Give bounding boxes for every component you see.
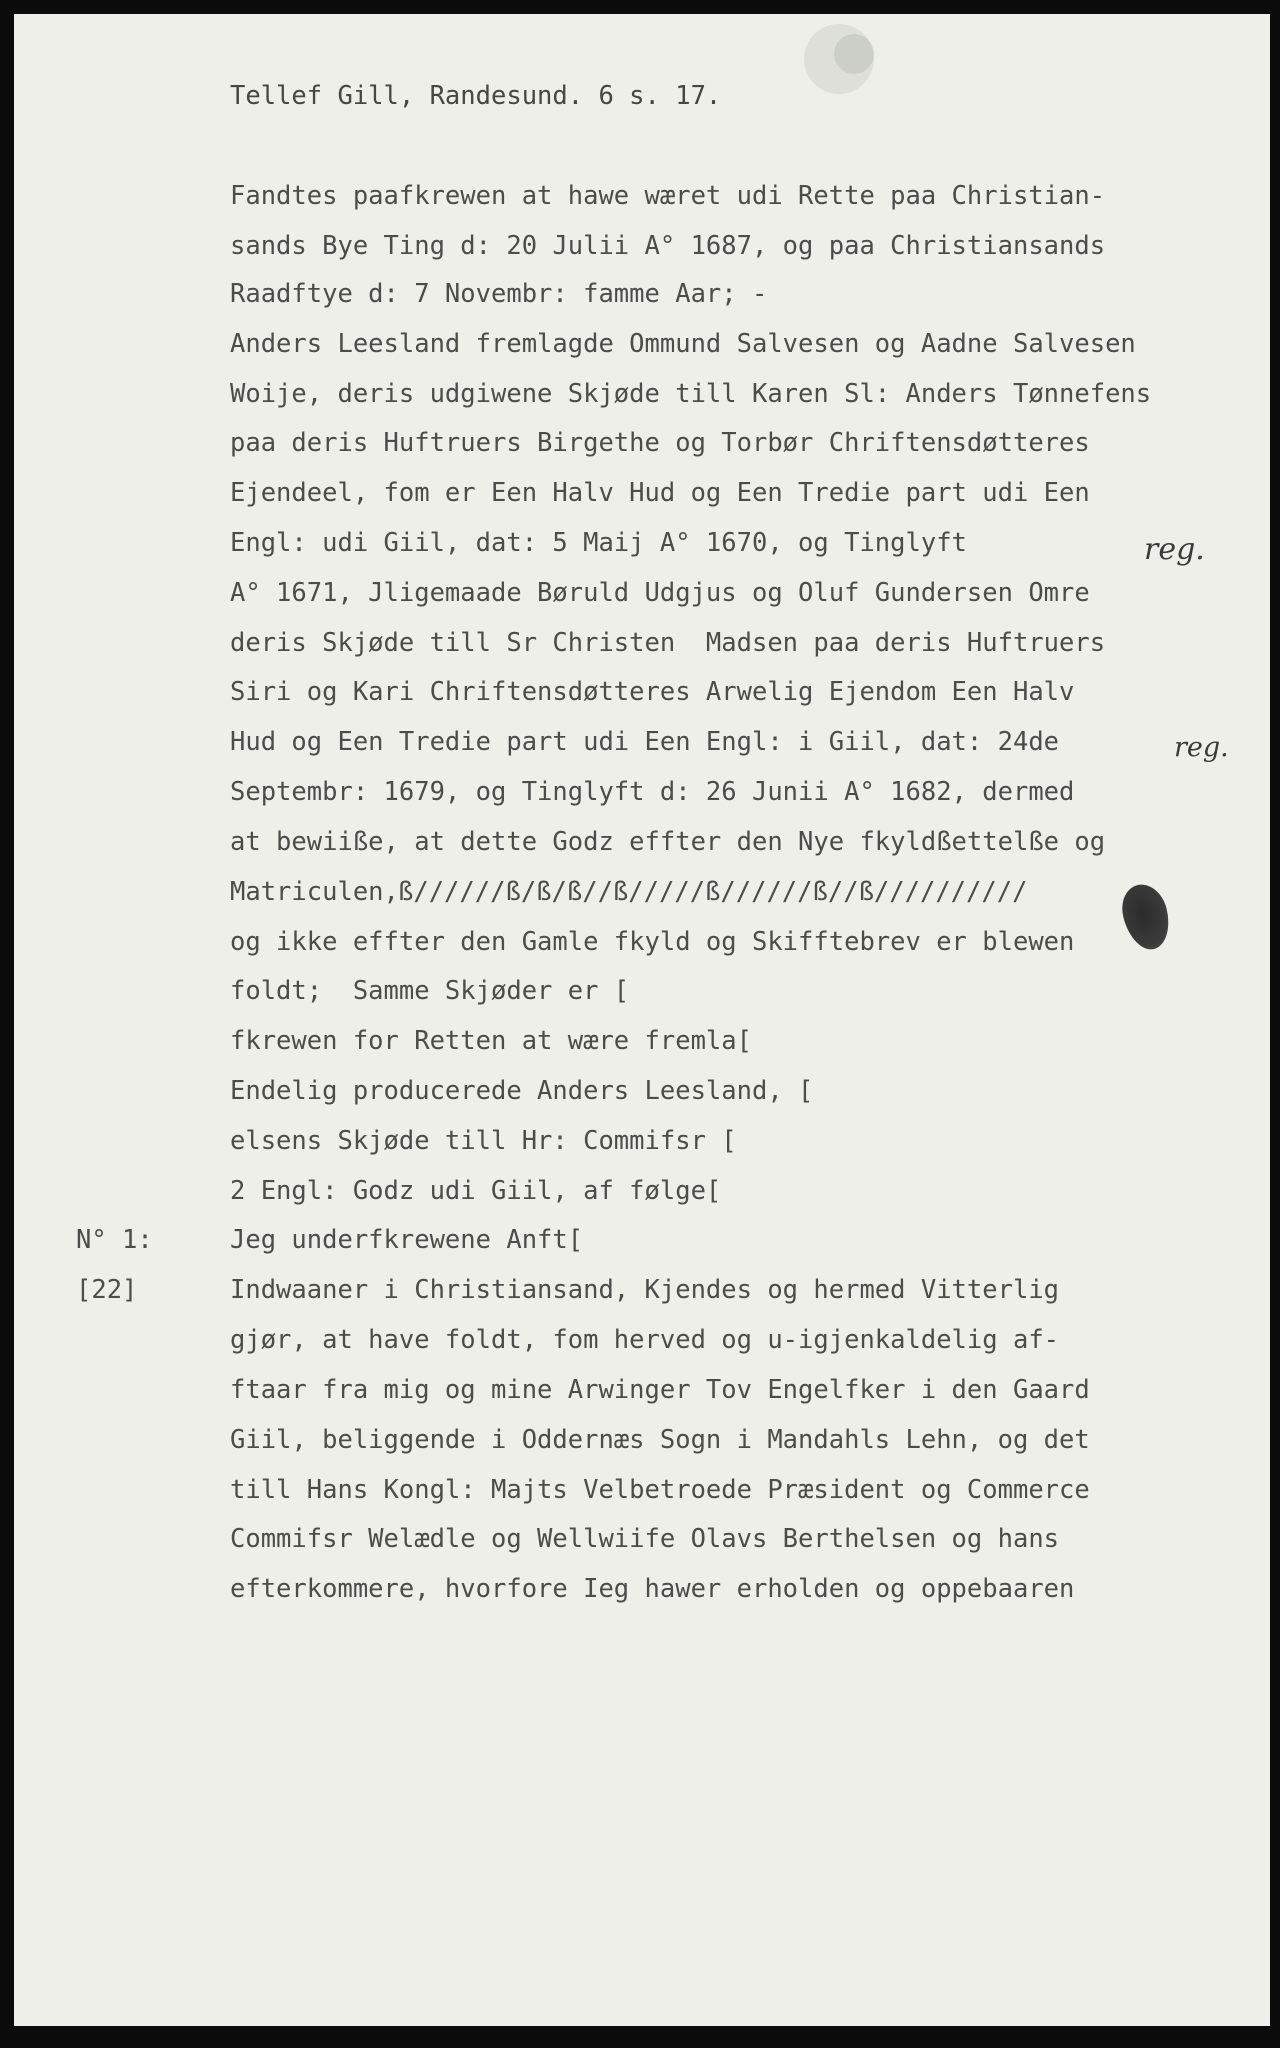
text-line-13: Septembr: 1679, og Tinglyft d: 26 Junii A° 1682, dermed [230,777,1075,807]
text-line-1: Fandtes paafkrewen at hawe wæret udi Rette paa Christian- [230,181,1106,211]
text-line-21: 2 Engl: Godz udi Giil, af følge[ [230,1176,722,1206]
text-line-23: Indwaaner i Christiansand, Kjendes og hermed Vitterlig [230,1275,1060,1305]
text-line-10: deris Skjøde till Sr Christen Madsen paa deris Huftruers [230,628,1106,658]
text-line-3: Raadftye d: 7 Novembr: famme Aar; - [230,279,768,309]
text-line-20: elsens Skjøde till Hr: Commifsr [ [230,1126,737,1156]
handwritten-reg-note: reg. [1174,732,1229,763]
paper-stain [804,24,874,94]
text-line-4: Anders Leesland fremlagde Ommund Salvesen og Aadne Salvesen [230,329,1136,359]
text-line-2: sands Bye Ting d: 20 Julii A° 1687, og paa Christiansands [230,231,1106,261]
ink-blot [1117,880,1176,955]
text-line-5: Woije, deris udgiwene Skjøde till Karen Sl: Anders Tønnefens [230,379,1152,409]
document-page [14,14,1270,2026]
struck-out-text: ß//////ß/ß/ß//ß/////ß//////ß//ß////////// [398,877,1028,907]
text-line-18: fkrewen for Retten at wære fremla[ [230,1026,752,1056]
text-line-12: Hud og Een Tredie part udi Een Engl: i Giil, dat: 24de [230,727,1060,757]
text-line-16: og ikke effter den Gamle fkyld og Skifftebrev er blewen [230,927,1075,957]
text-line-15: Matriculen, [230,877,399,907]
text-line-28: Commifsr Welædle og Wellwiife Olavs Berthelsen og hans [230,1524,1060,1554]
text-line-24: gjør, at have foldt, fom herved og u-igjenkaldelig af- [230,1325,1060,1355]
text-line-7: Ejendeel, fom er Een Halv Hud og Een Tredie part udi Een [230,478,1090,508]
text-line-14: at bewiiße, at dette Godz effter den Nye fkyldßettelße og [230,827,1106,857]
text-line-11: Siri og Kari Chriftensdøtteres Arwelig Ejendom Een Halv [230,677,1075,707]
text-line-17: foldt; Samme Skjøder er [ [230,976,630,1006]
margin-number: N° 1: [76,1225,153,1255]
text-line-22: Jeg underfkrewene Anft[ [230,1225,584,1255]
text-line-9: A° 1671, Jligemaade Børuld Udgjus og Oluf Gundersen Omre [230,578,1090,608]
text-line-19: Endelig producerede Anders Leesland, [ [230,1076,814,1106]
margin-reference: [22] [76,1275,138,1305]
text-line-27: till Hans Kongl: Majts Velbetroede Præsident og Commerce [230,1475,1090,1505]
document-title: Tellef Gill, Randesund. 6 s. 17. [230,81,722,111]
text-line-25: ftaar fra mig og mine Arwinger Tov Engelfker i den Gaard [230,1375,1090,1405]
paper-stain [834,34,874,74]
text-line-6: paa deris Huftruers Birgethe og Torbør Chriftensdøtteres [230,428,1090,458]
text-line-26: Giil, beliggende i Oddernæs Sogn i Mandahls Lehn, og det [230,1425,1090,1455]
text-line-29: efterkommere, hvorfore Ieg hawer erholden og oppebaaren [230,1574,1075,1604]
handwritten-reg-note: reg. [1144,532,1205,567]
text-line-8: Engl: udi Giil, dat: 5 Maij A° 1670, og Tinglyft [230,528,967,558]
